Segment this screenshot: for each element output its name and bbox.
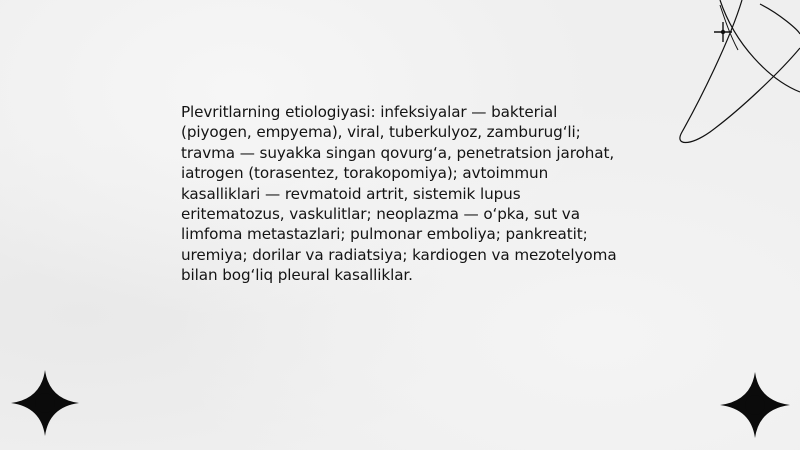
four-point-star-icon — [720, 372, 790, 438]
etiology-paragraph: Plevritlarning etiologiyasi: infeksiyalar — bakterial (piyogen, empyema), viral, tuberkulyoz, zamburug‘li; travma — suyakka singan qovurg‘a, penetratsion jarohat, iatrogen (torasentez, torakopomiya); avtoimmun kasalliklari — revmatoid artrit, sistemik lupus eritematozus, vaskulitlar; neoplazma — o‘pka, sut va limfoma metastazlari; pulmonar emboliya; pankreatit; uremiya; dorilar va radiatsiya; kardiogen va mezotelyoma bilan bog‘liq pleural kasalliklar. — [181, 103, 617, 285]
four-point-star-icon — [11, 370, 79, 436]
orbit-with-sparkle-icon — [660, 0, 800, 150]
